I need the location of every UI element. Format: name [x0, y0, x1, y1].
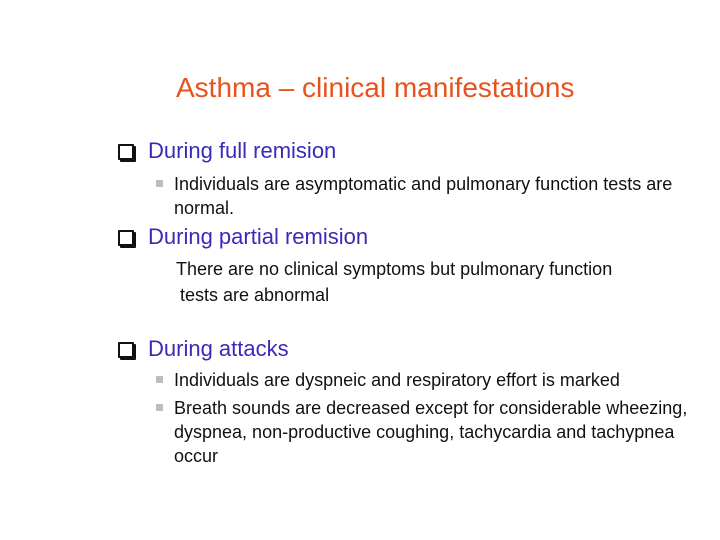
- paragraph-line: There are no clinical symptoms but pulmonary function: [176, 259, 613, 279]
- checkbox-icon: [118, 144, 134, 160]
- checkbox-icon: [118, 230, 134, 246]
- list-item: [156, 172, 696, 220]
- list-item-text: Individuals are asymptomatic and pulmonary function tests are normal.: [174, 174, 673, 218]
- square-bullet-icon: [156, 180, 163, 187]
- paragraph-line: tests are abnormal: [180, 285, 330, 305]
- list-item-text: Individuals are dyspneic and respiratory effort is marked: [174, 370, 620, 390]
- slide-title: Asthma – clinical manifestations: [176, 72, 575, 103]
- section-heading-partial-remision: [118, 224, 368, 250]
- list-item-text: Breath sounds are decreased except for considerable wheezing, dyspnea, non-productive coughing, tachycardia and tachypnea occur: [174, 398, 688, 466]
- square-bullet-icon: [156, 404, 163, 411]
- square-bullet-icon: [156, 376, 163, 383]
- list-item: [156, 396, 696, 468]
- section-heading-text: During full remision: [148, 138, 337, 163]
- list-item: [156, 368, 716, 392]
- checkbox-icon: [118, 342, 134, 358]
- section-heading-full-remision: [118, 138, 336, 164]
- section-heading-text: During attacks: [148, 336, 289, 361]
- section-heading-attacks: [118, 336, 289, 362]
- section-heading-text: During partial remision: [148, 224, 369, 249]
